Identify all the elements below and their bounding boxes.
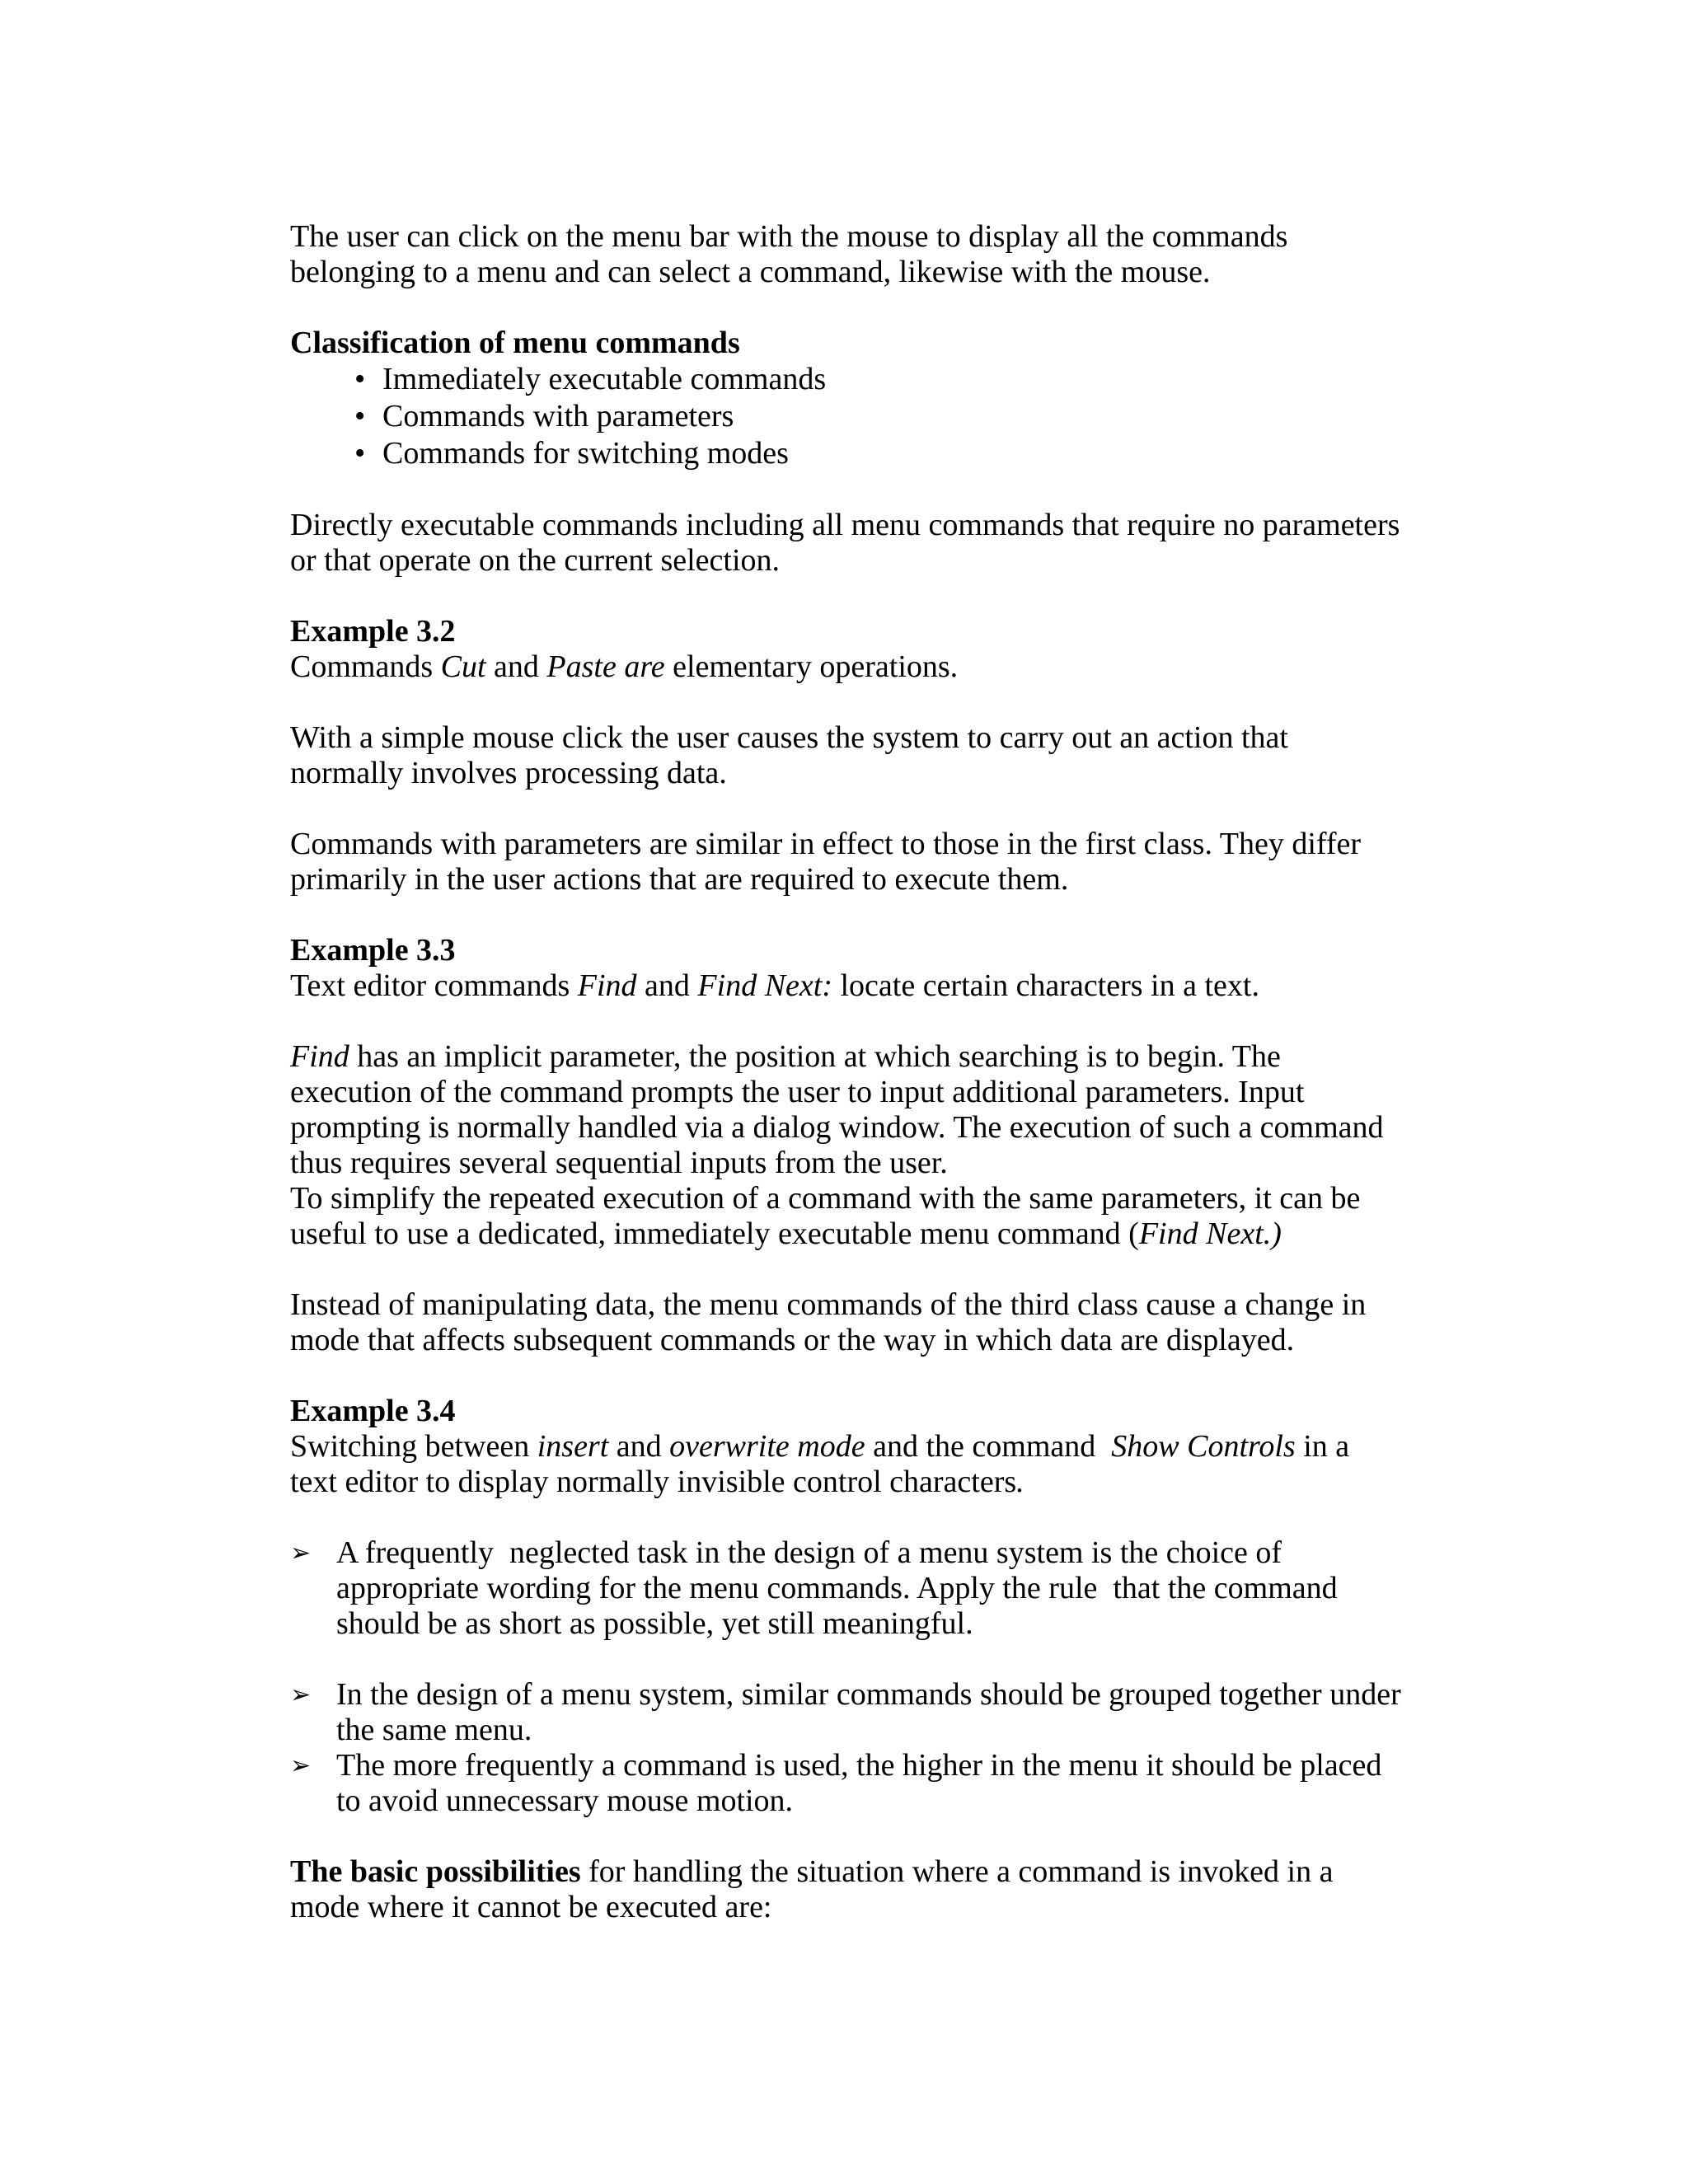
example-3-2-heading: Example 3.2	[290, 614, 456, 649]
third-class-paragraph: Instead of manipulating data, the menu commands of the third class cause a change in mode that affects subsequent commands or the way in which data are displayed.	[290, 1287, 1367, 1357]
example-3-3-heading: Example 3.3	[290, 933, 456, 968]
text-span: .	[1016, 1465, 1025, 1499]
basic-possibilities-paragraph	[290, 1854, 1403, 1925]
directly-executable-paragraph: Directly executable commands including all menu commands that require no parameters or that operate on the current selection.	[290, 508, 1400, 578]
command-name-cut: Cut	[440, 649, 486, 684]
text-span: and	[485, 649, 547, 684]
text-span: and	[608, 1429, 670, 1464]
list-item-text: Commands for switching modes	[382, 436, 789, 471]
command-name-find: Find	[290, 1039, 349, 1074]
example-3-2-text	[290, 649, 1403, 685]
command-name-find-next: Find Next.)	[1138, 1216, 1282, 1251]
simplify-paragraph	[290, 1181, 1403, 1252]
example-3-3-text	[290, 968, 1403, 1004]
list-item	[290, 1748, 1403, 1819]
list-item	[290, 398, 1403, 435]
commands-with-parameters-paragraph: Commands with parameters are similar in effect to those in the first class. They differ primarily in the user actions that are required to execute them.	[290, 827, 1362, 897]
list-item	[290, 1535, 1403, 1642]
command-name-find-next: Find Next:	[697, 968, 832, 1003]
text-span: Switching between	[290, 1429, 537, 1464]
bullet-icon: •	[354, 399, 366, 434]
text-span: To simplify the repeated execution of a command with the same parameters, it can be useful to use a dedicated, immediately executable menu command (	[290, 1181, 1361, 1251]
text-span: for handling the situation where a command is invoked in a mode where it cannot be executed are:	[290, 1854, 1334, 1924]
classification-heading: Classification of menu commands	[290, 326, 740, 360]
arrow-bullet-icon: ➢	[290, 1539, 312, 1568]
list-item	[290, 1677, 1403, 1748]
list-item-text: Commands with parameters	[382, 399, 734, 434]
mode-name-insert: insert	[537, 1429, 609, 1464]
guidelines-list	[290, 1535, 1403, 1819]
text-span: in a text editor to display normally invisible control characters	[290, 1429, 1350, 1499]
intro-paragraph: The user can click on the menu bar with the mouse to display all the commands belonging to a menu and can select a command, likewise with the mouse.	[290, 219, 1288, 289]
list-item-text: In the design of a menu system, similar commands should be grouped together under the same menu.	[336, 1677, 1401, 1747]
arrow-bullet-icon: ➢	[290, 1680, 312, 1709]
text-span: Text editor commands	[290, 968, 578, 1003]
example-3-4-heading: Example 3.4	[290, 1394, 456, 1428]
list-item-text: A frequently neglected task in the design of a menu system is the choice of appropriate wording for the menu commands. Apply the rule that the command should be as short as possible, yet still meaningful.	[336, 1535, 1346, 1641]
basic-possibilities-bold: The basic possibilities	[290, 1854, 581, 1889]
text-span: and the command	[865, 1429, 1112, 1464]
list-item-text: Immediately executable commands	[382, 362, 827, 396]
example-3-4-text	[290, 1429, 1403, 1500]
command-name-show-controls: Show Controls	[1111, 1429, 1296, 1464]
text-span: locate certain characters in a text.	[832, 968, 1259, 1003]
find-paragraph	[290, 1039, 1403, 1181]
bullet-icon: •	[354, 362, 366, 396]
bullet-icon: •	[354, 436, 366, 471]
mouse-click-paragraph: With a simple mouse click the user causes the system to carry out an action that normally involves processing data.	[290, 720, 1288, 790]
text-span: has an implicit parameter, the position at which searching is to begin. The execution of the command prompts the user to input additional parameters. Input prompting is normally handled via a dialog window. The execution of such a command thus requires several sequential inputs from the user.	[290, 1039, 1384, 1180]
list-item	[290, 361, 1403, 398]
text-span: elementary operations.	[664, 649, 959, 684]
text-span: and	[636, 968, 698, 1003]
arrow-bullet-icon: ➢	[290, 1751, 312, 1780]
classification-list	[290, 361, 1403, 472]
command-name-find: Find	[577, 968, 637, 1003]
list-item	[290, 435, 1403, 472]
list-item-text: The more frequently a command is used, the higher in the menu it should be placed to avoid unnecessary mouse motion.	[336, 1748, 1382, 1818]
text-span: Commands	[290, 649, 441, 684]
mode-name-overwrite: overwrite mode	[669, 1429, 865, 1464]
page-content	[290, 219, 1403, 1961]
command-name-paste: Paste are	[546, 649, 665, 684]
